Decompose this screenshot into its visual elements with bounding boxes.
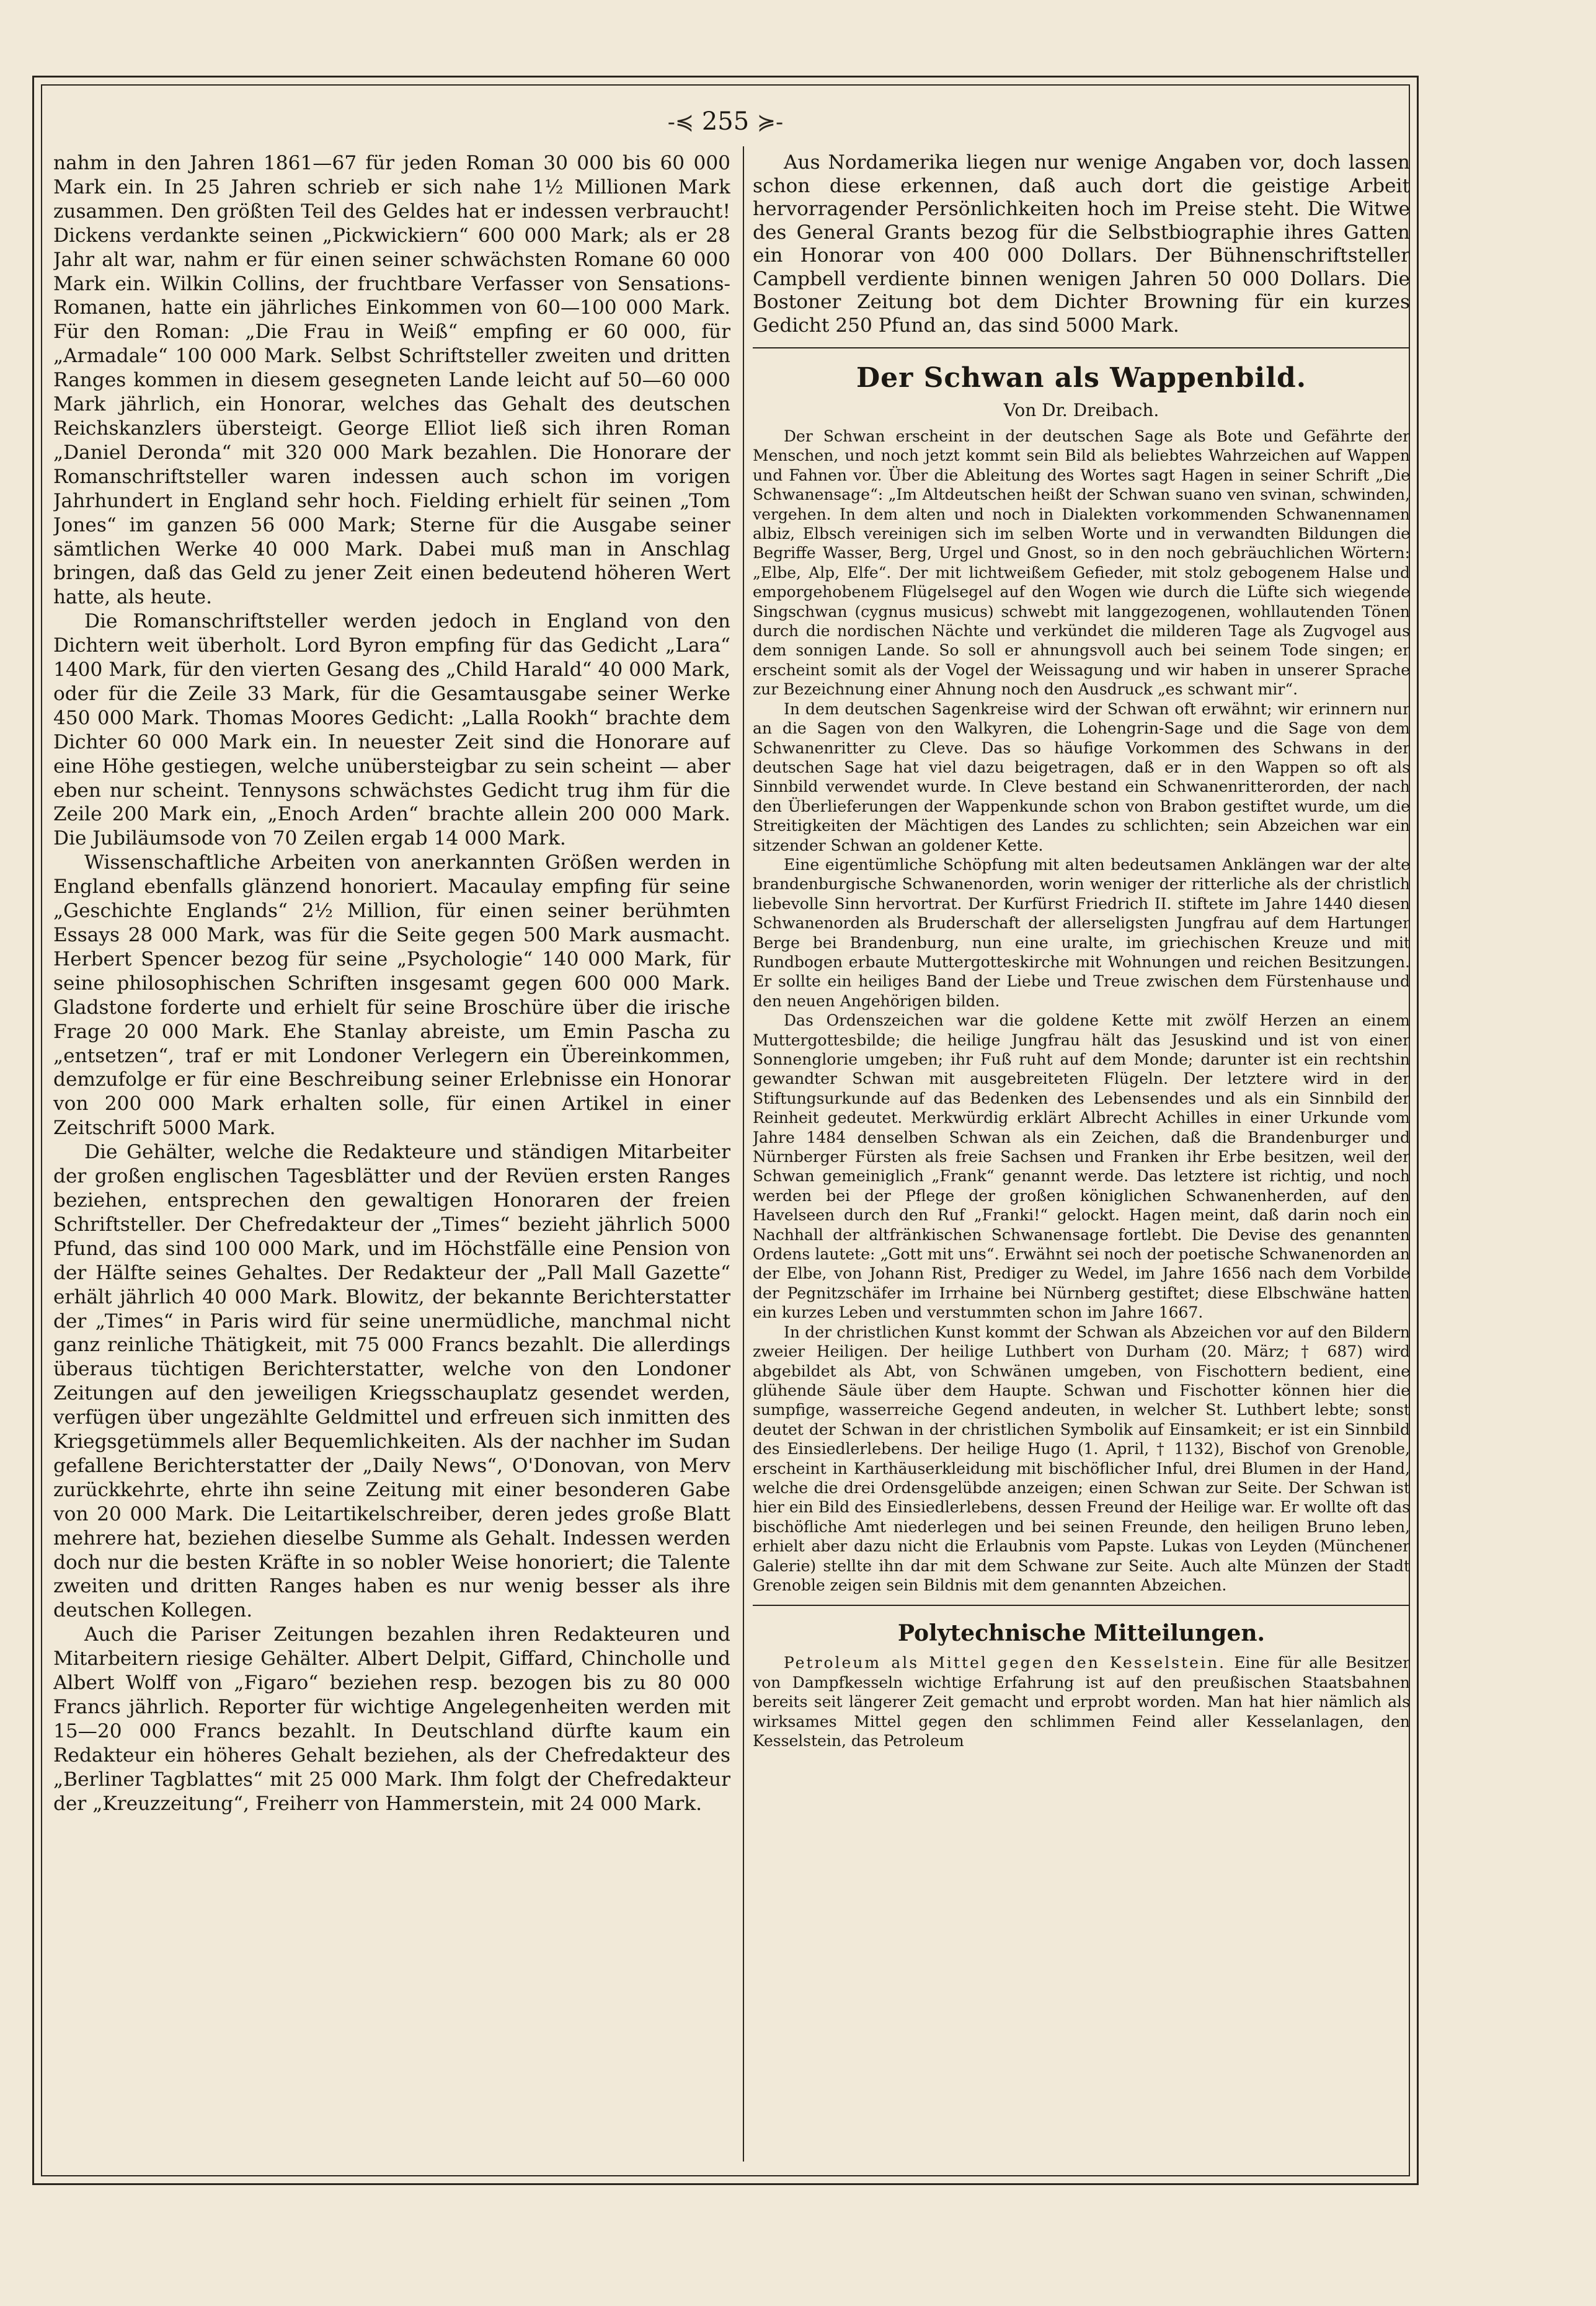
article-separator [753,347,1410,348]
article-paragraph: Der Schwan erscheint in der deutschen Sage als Bote und Gefährte der Menschen, und noch jetzt kommt sein Bild als beliebtes Wahrzeichen auf Wappen und Fahnen vor. Über die Ableitung des Wortes sagt Hagen in seiner Schrift „Die Schwanensage“: „Im Altdeutschen heißt der Schwan suano ven svinan, schwinden, vergehen. In dem alten und noch in Dialekten vorkommenden Schwanennamen albiz, Elbsch vereinigen sich im selben Worte und in verwandten Bildungen die Begriffe Wasser, Berg, Urgel und Gnost, so in den noch gebräuchlichen Wörtern: „Elbe, Alp, Elfe“. Der mit lichtweißem Gefieder, mit stolz gebogenem Halse und emporgehobenem Flügelsegel auf den Wogen wie durch die Lüfte sich wiegende Singschwan (cygnus musicus) schwebt mit langgezogenen, wohllautenden Tönen durch die nordischen Nächte und verkündet die milderen Tage als Zugvogel aus dem sonnigen Lande. So soll er ahnungsvoll auch bei seinem Tode singen; er erscheint somit als der Vogel der Weissagung und wir haben in unserer Sprache zur Bezeichnung einer Ahnung noch den Ausdruck „es schwant mir“. [753,427,1410,699]
column-divider [743,146,744,2162]
left-paragraph: Auch die Pariser Zeitungen bezahlen ihren Redakteuren und Mitarbeitern riesige Gehälter. Albert Delpit, Giffard, Chincholle und Albert Wolff von „Figaro“ beziehen resp. bezogen bis zu 80 000 Francs jährlich. Reporter für wichtige Angelegenheiten werden mit 15—20 000 Francs bezahlt. In Deutschland dürfte kaum ein Redakteur ein höheres Gehalt beziehen, als der Chefredakteur des „Berliner Tagblattes“ mit 25 000 Mark. Ihm folgt der Chefredakteur der „Kreuzzeitung“, Freiherr von Hammerstein, mit 24 000 Mark. [53,1623,730,1815]
article-paragraph: Das Ordenszeichen war die goldene Kette mit zwölf Herzen an einem Muttergottesbilde; die heilige Jungfrau hält das Jesuskind und ist von einer Sonnenglorie umgeben; ihr Fuß ruht auf dem Monde; darunter ist ein rechtshin gewandter Schwan mit ausgebreiteten Flügeln. Der letztere wird in der Stiftungsurkunde auf das Bedenken des Lebensendes und als ein Sinnbild der Reinheit gedeutet. Merkwürdig erklärt Albrecht Achilles in einer Urkunde vom Jahre 1484 denselben Schwan als ein Zeichen, daß die Brandenburger und Nürnberger Fürsten als freie Sachsen und Franken ihr Erbe besitzen, weil der Schwan gemeiniglich „Frank“ genannt werde. Das letztere ist richtig, und noch werden bei der Pflege der großen königlichen Schwanenherden, auf den Havelseen durch den Ruf „Franki!“ gelockt. Hagen meint, daß darin noch ein Nachhall der altfränkischen Schwanensage fortlebt. Die Devise des genannten Ordens lautete: „Gott mit uns“. Erwähnt sei noch der poetische Schwanenorden an der Elbe, von Johann Rist, Prediger zu Wedel, im Jahre 1656 nach dem Vorbilde der Pegnitzschäfer im Irrhaine bei Nürnberg gestiftet; diese Elbschwäne hatten ein kurzes Leben und verstummten schon im Jahre 1667. [753,1011,1410,1322]
article-paragraph: In der christlichen Kunst kommt der Schwan als Abzeichen vor auf den Bildern zweier Heiligen. Der heilige Luthbert von Durham (20. März; † 687) wird abgebildet als Abt, von Schwänen umgeben, von Fischottern bedient, eine glühende Säule über dem Haupte. Schwan und Fischotter können hier die sumpfige, wasserreiche Gegend andeuten, in welcher St. Luthbert lebte; sonst deutet der Schwan in der christlichen Symbolik auf Einsamkeit; er ist ein Sinnbild des Einsiedlerlebens. Der heilige Hugo (1. April, † 1132), Bischof von Grenoble, erscheint in Karthäuserkleidung mit bischöflicher Inful, drei Blumen in der Hand, welche die drei Ordensgelübde anzeigen; einen Schwan zur Seite. Der Schwan ist hier ein Bild des Einsiedlerlebens, dessen Freund der Heilige war. Er wollte oft das bischöfliche Amt niederlegen und bei seinen Freunde, den heiligen Bruno leben, erhielt aber dazu nicht die Erlaubnis vom Papste. Lukas von Leyden (Münchener Galerie) stellte ihn dar mit dem Schwane zur Seite. Auch alte Münzen der Stadt Grenoble zeigen sein Bildnis mit dem genannten Abzeichen. [753,1323,1410,1594]
section-paragraph [753,1653,1410,1750]
left-paragraph: Die Gehälter, welche die Redakteure und ständigen Mitarbeiter der großen englischen Tagesblätter und der Revüen ersten Ranges beziehen, entsprechen den gewaltigen Honoraren der freien Schriftsteller. Der Chefredakteur der „Times“ bezieht jährlich 5000 Pfund, das sind 100 000 Mark, und im Höchstfälle eine Pension von der Hälfte seines Gehaltes. Der Redakteur der „Pall Mall Gazette“ erhält jährlich 40 000 Mark. Blowitz, der bekannte Berichterstatter der „Times“ in Paris wird für seine unermüdliche, manchmal nicht ganz reinliche Thätigkeit, mit 75 000 Francs bezahlt. Die allerdings überaus tüchtigen Berichterstatter, welche von den Londoner Zeitungen auf den jeweiligen Kriegsschauplatz gesendet werden, verfügen über ungezählte Geldmittel und erfreuen sich inmitten des Kriegsgetümmels aller Bequemlichkeiten. Als der nachher im Sudan gefallene Berichterstatter der „Daily News“, O'Donovan, von Merv zurückkehrte, ehrte ihn seine Zeitung mit einer besonderen Gabe von 20 000 Mark. Die Leitartikelschreiber, deren jedes große Blatt mehrere hat, beziehen dieselbe Summe als Gehalt. Indessen werden doch nur die besten Kräfte in so nobler Weise honoriert; die Talente zweiten und dritten Ranges haben es nur wenig besser als ihre deutschen Kollegen. [53,1141,730,1622]
left-column [53,151,730,2155]
header-ornament-left: -≼ [667,110,694,135]
article-byline: Von Dr. Dreibach. [1003,400,1159,420]
article-title: Der Schwan als Wappenbild. [856,362,1307,394]
left-paragraph: nahm in den Jahren 1861—67 für jeden Roman 30 000 bis 60 000 Mark ein. In 25 Jahren schrieb er sich nahe 1½ Millionen Mark zusammen. Den größten Teil des Geldes hat er indessen verbraucht! Dickens verdankte seinen „Pickwickiern“ 600 000 Mark; als er 28 Jahr alt war, nahm er für einen seiner schwächsten Romane 60 000 Mark ein. Wilkin Collins, der fruchtbare Verfasser von Sensations-Romanen, hatte ein jährliches Einkommen von 60—100 000 Mark. Für den Roman: „Die Frau in Weiß“ empfing er 60 000, für „Armadale“ 100 000 Mark. Selbst Schriftsteller zweiten und dritten Ranges kommen in diesem gesegneten Lande leicht auf 50—60 000 Mark jährlich, ein Honorar, welches das Gehalt des deutschen Reichskanzlers übersteigt. George Elliot ließ sich ihren Roman „Daniel Deronda“ mit 320 000 Mark bezahlen. Die Honorare der Romanschriftsteller waren indessen auch schon im vorigen Jahrhundert in England sehr hoch. Fielding erhielt für seinen „Tom Jones“ im ganzen 56 000 Mark; Sterne für die Ausgabe seiner sämtlichen Werke 40 000 Mark. Dabei muß man in Anschlag bringen, daß das Geld zu jener Zeit einen bedeutend höheren Wert hatte, als heute. [53,152,730,609]
left-paragraph: Die Romanschriftsteller werden jedoch in England von den Dichtern weit überholt. Lord Byron empfing für das Gedicht „Lara“ 1400 Mark, für den vierten Gesang des „Child Harald“ 40 000 Mark, oder für die Zeile 33 Mark, für die Gesamtausgabe seiner Werke 450 000 Mark. Thomas Moores Gedicht: „Lalla Rookh“ brachte dem Dichter 60 000 Mark ein. In neuester Zeit sind die Honorare auf eine Höhe gestiegen, welche unübersteigbar zu sein scheint — aber eben nur scheint. Tennysons schwächstes Gedicht trug ihm für die Zeile 200 Mark ein, „Enoch Arden“ brachte allein 200 000 Mark. Die Jubiläumsode von 70 Zeilen ergab 14 000 Mark. [53,610,730,850]
section-separator [753,1605,1410,1606]
article-paragraph: In dem deutschen Sagenkreise wird der Schwan oft erwähnt; wir erinnern nur an die Sagen von den Walkyren, die Lohengrin-Sage und die Sage von dem Schwanenritter zu Cleve. Das so häufige Vorkommen des Schwans in der deutschen Sage hat viel dazu beigetragen, daß er in den Wappen so oft als Sinnbild verwendet wurde. In Cleve bestand ein Schwanenritterorden, der nach den Überlieferungen der Wappenkunde schon von Brabon gestiftet wurde, um die Streitigkeiten der Mächtigen des Landes zu schlichten; sein Abzeichen war ein sitzender Schwan an goldener Kette. [753,699,1410,854]
page-header [41,97,1410,146]
article-paragraph: Eine eigentümliche Schöpfung mit alten bedeutsamen Anklängen war der alte brandenburgische Schwanenorden, worin weniger der ritterliche als der christlich liebevolle Sinn hervortrat. Der Kurfürst Friedrich II. stiftete im Jahre 1440 diesen Schwanenorden als Bruderschaft der allerseligsten Jungfrau auf dem Hartunger Berge bei Brandenburg, nun eine uralte, im griechischen Kreuze und mit Rundbogen erbaute Muttergotteskirche mit Wohnungen und reichen Besitzungen. Er sollte ein heiliges Band der Liebe und Treue zwischen dem Fürstenhause und den neuen Angehörigen bilden. [753,855,1410,1010]
section-lead: Petroleum als Mittel gegen den Kesselstein. [784,1654,1226,1672]
left-paragraph: Wissenschaftliche Arbeiten von anerkannten Größen werden in England ebenfalls glänzend honoriert. Macaulay empfing für seine „Geschichte Englands“ 2½ Million, für einen seiner berühmten Essays 28 000 Mark, was für die Seite gegen 500 Mark ausmacht. Herbert Spencer bezog für seine „Psychologie“ 140 000 Mark, für seine philosophischen Schriften insgesamt gegen 600 000 Mark. Gladstone forderte und erhielt für seine Broschüre über die irische Frage 20 000 Mark. Ehe Stanlay abreiste, um Emin Pascha zu „entsetzen“, traf er mit Londoner Verlegern ein Übereinkommen, demzufolge er für eine Beschreibung seiner Erlebnisse ein Honorar von 200 000 Mark erhalten solle, für einen Artikel in einer Zeitschrift 5000 Mark. [53,851,730,1140]
section-title: Polytechnische Mitteilungen. [897,1620,1266,1647]
right-intro-paragraph: Aus Nordamerika liegen nur wenige Angaben vor, doch lassen schon diese erkennen, daß auch dort die geistige Arbeit hervorragender Persönlichkeiten hoch im Preise steht. Die Witwe des General Grants bezog für die Selbstbiographie ihres Gatten ein Honorar von 400 000 Dollars. Der Bühnenschriftsteller Campbell verdiente binnen wenigen Jahren 50 000 Dollars. Die Bostoner Zeitung bot dem Dichter Browning für ein kurzes Gedicht 250 Pfund an, das sind 5000 Mark. [753,151,1410,337]
section-text: Eine für alle Besitzer von Dampfkesseln wichtige Erfahrung ist auf den preußischen Staatsbahnen bereits seit längerer Zeit gemacht und erprobt worden. Man hat hier nämlich als wirksames Mittel gegen den schlimmen Feind aller Kesselanlagen, den Kesselstein, das Petroleum [753,1654,1410,1750]
page-number: 255 [701,107,750,136]
right-column [753,151,1410,2155]
header-ornament-right: ≽- [756,110,784,135]
